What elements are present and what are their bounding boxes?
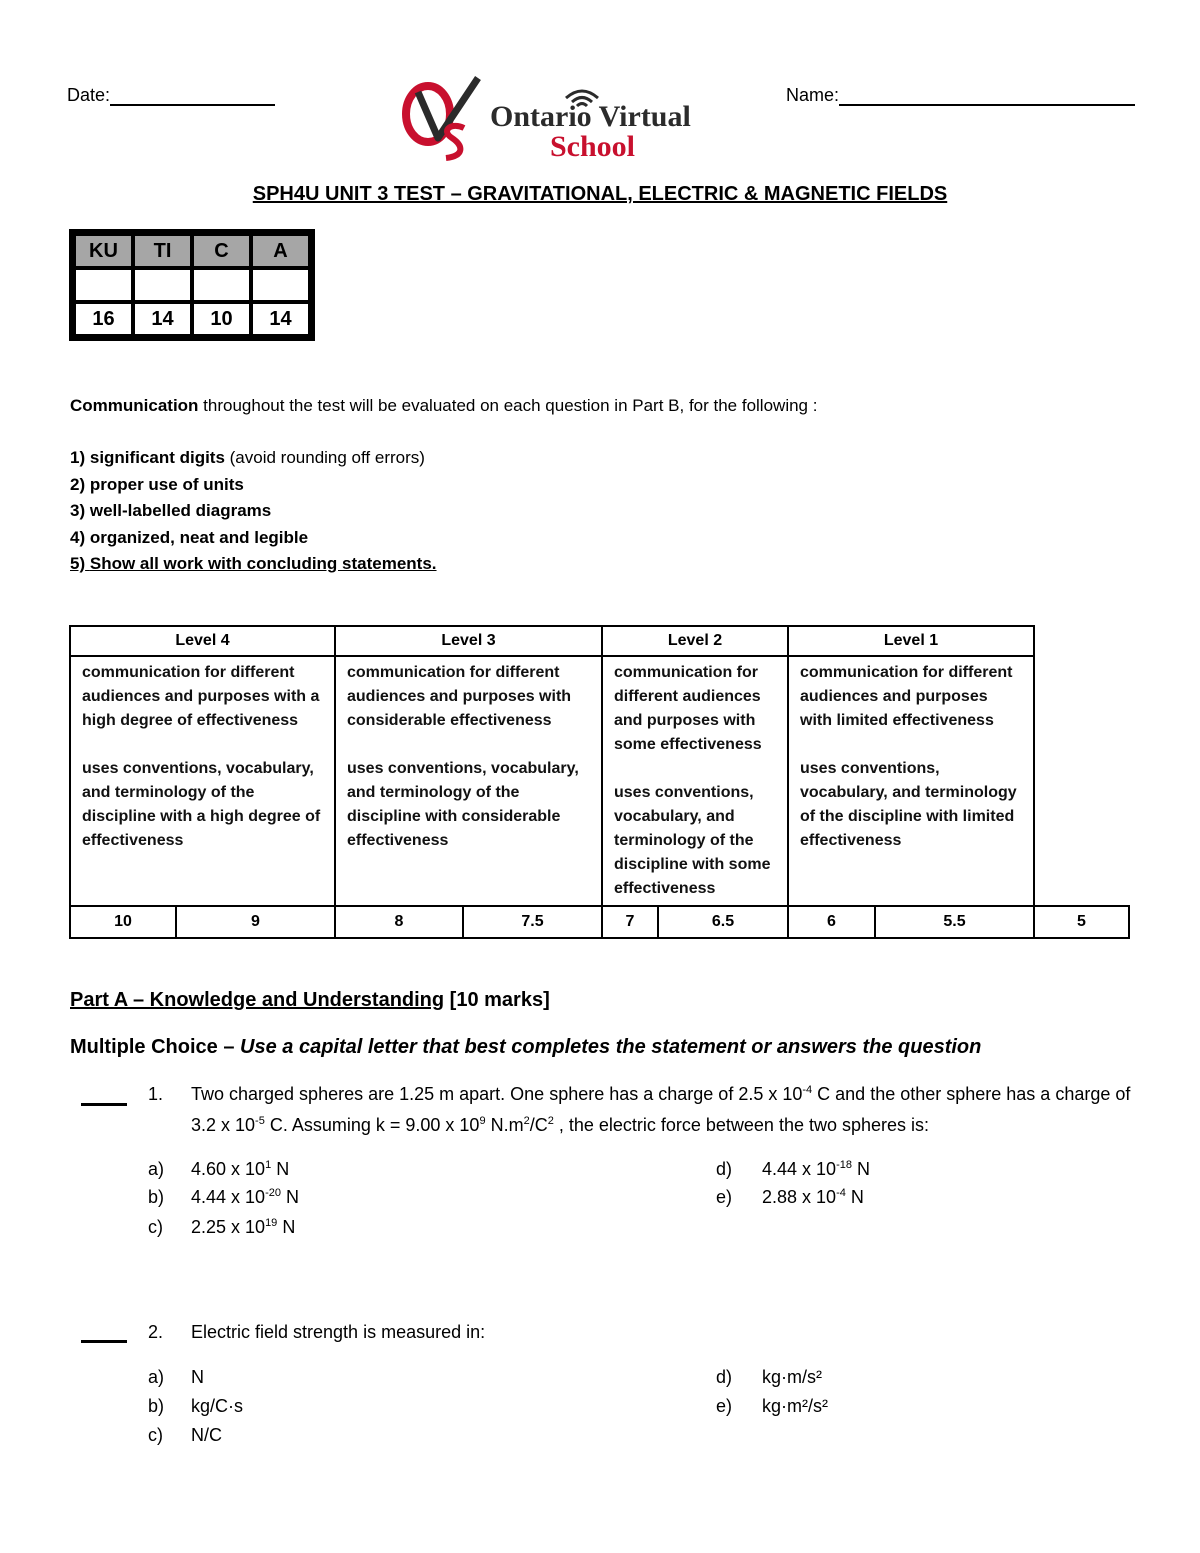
q1-option-e[interactable]: e) 2.88 x $10^{-4}$ N [716, 1187, 864, 1207]
marks-score-c[interactable] [194, 270, 249, 300]
rubric-score[interactable]: 7 [602, 906, 658, 938]
rubric-score[interactable]: 5 [1034, 906, 1129, 938]
rubric-score[interactable]: 5.5 [875, 906, 1034, 938]
rubric-level-1: Level 1 [788, 626, 1034, 656]
q1-answer-blank[interactable] [81, 1103, 127, 1106]
q2-number: 2. [148, 1322, 164, 1342]
q2-option-b[interactable]: b) kg/C·s [148, 1396, 244, 1416]
marks-table [69, 229, 315, 341]
name-line[interactable] [839, 84, 1135, 106]
criterion-3: 3) well-labelled diagrams [70, 501, 272, 520]
date-field [67, 84, 275, 106]
marks-score-ku[interactable] [76, 270, 131, 300]
marks-total-ti: 14 [135, 304, 190, 334]
q1-option-b[interactable]: b) 4.44 x $10^{-20}$ N [148, 1187, 299, 1207]
criterion-1: 1) significant digits (avoid rounding off errors) [70, 448, 425, 467]
name-field [786, 84, 1135, 106]
criterion-4: 4) organized, neat and legible [70, 527, 309, 547]
q2-option-d[interactable]: d) kg·m/s² [716, 1367, 822, 1387]
rubric-score[interactable]: 6.5 [658, 906, 788, 938]
marks-header-c: C [194, 236, 249, 266]
communication-rest: throughout the test will be evaluated on each question in Part B, for the following : [198, 396, 818, 415]
communication-lead: Communication [70, 396, 199, 415]
rubric-level-3: Level 3 [335, 626, 602, 656]
mc-instruction: Multiple Choice – Use a capital letter that best completes the statement or answers the question [70, 1036, 982, 1058]
marks-total-a: 14 [253, 304, 308, 334]
marks-header-ku: KU [76, 236, 131, 266]
marks-header-ti: TI [135, 236, 190, 266]
logo-mark-icon [400, 76, 490, 166]
communication-intro [70, 393, 1130, 419]
rubric-level-2: Level 2 [602, 626, 788, 656]
logo-line1: Ontario Virtual [490, 100, 691, 133]
criteria-list [70, 445, 437, 578]
date-label: Date: [67, 85, 111, 105]
q2-option-c[interactable]: c) N/C [148, 1425, 222, 1445]
school-logo [400, 76, 730, 166]
date-line[interactable] [110, 84, 275, 106]
q1-text: Two charged spheres are 1.25 m apart. One sphere has a charge of 2.5 x $10^{-4}$ C and the other sphere has a charge of 3.2 x $10^{-5}$ C. Assuming k = 9.00 x $10^9$ $N.m^2/C^2$ , the electric force between the two spheres is: [191, 1084, 1131, 1135]
q2-answer-blank[interactable] [81, 1340, 127, 1343]
q2-option-a[interactable]: a) N [148, 1367, 204, 1387]
criterion-5: 5) Show all work with concluding statements. [70, 554, 437, 573]
rubric-level-4: Level 4 [70, 626, 335, 656]
criterion-2: 2) proper use of units [70, 474, 244, 494]
marks-score-ti[interactable] [135, 270, 190, 300]
rubric-score[interactable]: 10 [70, 906, 176, 938]
name-label: Name: [786, 85, 840, 105]
rubric-table [69, 625, 1130, 939]
marks-total-ku: 16 [76, 304, 131, 334]
rubric-desc-level-1: communication for different audiences and purposes with limited effectiveness uses conventions, vocabulary, and terminology of the discipline with limited effectiveness [788, 656, 1034, 906]
marks-header-a: A [253, 236, 308, 266]
part-a-heading: Part A – Knowledge and Understanding [10 marks] [70, 989, 550, 1011]
marks-total-c: 10 [194, 304, 249, 334]
q1-option-c[interactable]: c) 2.25 x $10^{19}$ N [148, 1217, 296, 1237]
rubric-score[interactable]: 8 [335, 906, 463, 938]
logo-line2: School [550, 130, 636, 163]
marks-score-a[interactable] [253, 270, 308, 300]
q2-text: Electric field strength is measured in: [191, 1322, 486, 1342]
page-title: SPH4U UNIT 3 TEST – GRAVITATIONAL, ELECTRIC & MAGNETIC FIELDS [252, 183, 948, 205]
q1-option-d[interactable]: d) 4.44 x $10^{-18}$ N [716, 1159, 870, 1179]
q1-number: 1. [148, 1084, 164, 1104]
rubric-desc-level-2: communication for different audiences and purposes with some effectiveness uses conventions, vocabulary, and terminology of the discipline with some effectiveness [602, 656, 788, 906]
rubric-desc-level-3: communication for different audiences and purposes with considerable effectiveness uses conventions, vocabulary, and terminology of the discipline with considerable effectiveness [335, 656, 602, 906]
rubric-score[interactable]: 7.5 [463, 906, 602, 938]
rubric-desc-level-4: communication for different audiences and purposes with a high degree of effectiveness uses conventions, vocabulary, and terminology of the discipline with a high degree of effectiveness [70, 656, 335, 906]
q2-option-e[interactable]: e) kg·m²/s² [716, 1396, 828, 1416]
q1-option-a[interactable]: a) 4.60 x $10^1$ N [148, 1159, 290, 1179]
rubric-score[interactable]: 6 [788, 906, 875, 938]
rubric-score[interactable]: 9 [176, 906, 335, 938]
